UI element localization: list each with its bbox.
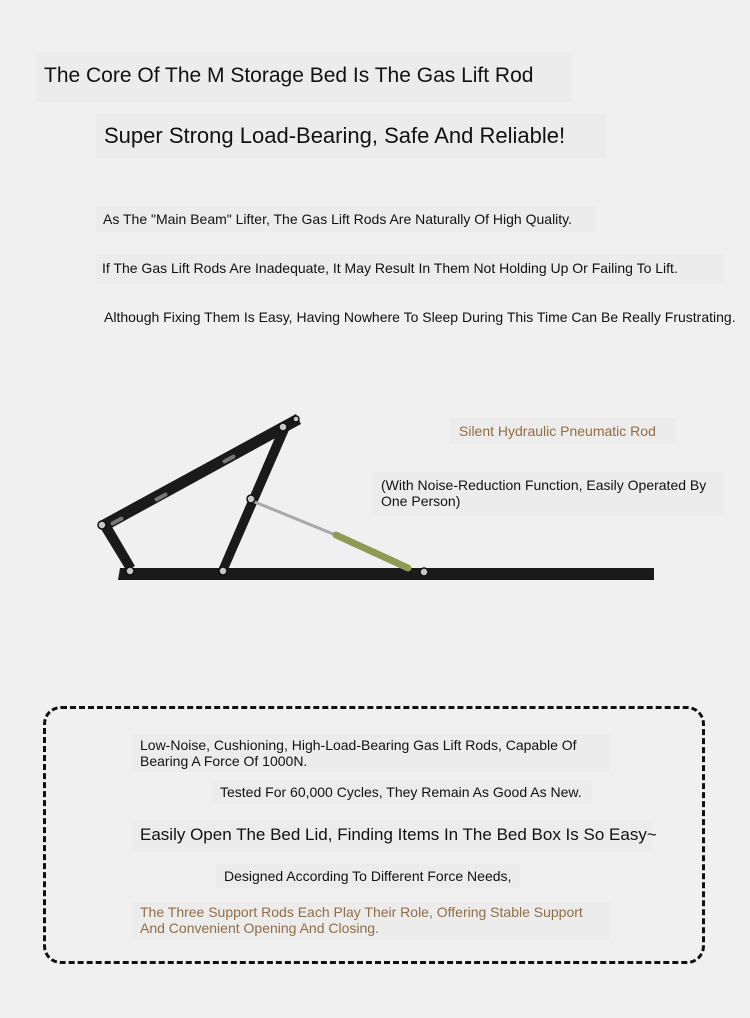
- gas-lift-frame-diagram: [88, 400, 668, 590]
- feature-item-2: Tested For 60,000 Cycles, They Remain As Good As New.: [212, 780, 592, 804]
- frame-base-bar: [118, 568, 654, 580]
- rod-label: Silent Hydraulic Pneumatic Rod: [450, 418, 676, 444]
- rod-piston: [250, 500, 338, 536]
- frame-upper-arm: [98, 414, 301, 532]
- feature-item-3: Easily Open The Bed Lid, Finding Items In The Bed Box Is So Easy~: [132, 820, 652, 852]
- intro-line-3: Although Fixing Them Is Easy, Having Nowhere To Sleep During This Time Can Be Really Frustrating.: [104, 309, 736, 325]
- rod-note: (With Noise-Reduction Function, Easily Operated By One Person): [372, 472, 724, 516]
- intro-line-1: As The "Main Beam" Lifter, The Gas Lift Rods Are Naturally Of High Quality.: [96, 206, 596, 232]
- page-subtitle: Super Strong Load-Bearing, Safe And Reliable!: [96, 114, 606, 158]
- rod-cylinder: [336, 535, 408, 568]
- intro-line-2: If The Gas Lift Rods Are Inadequate, It May Result In Them Not Holding Up Or Failing To Lift.: [96, 254, 724, 284]
- page-title: The Core Of The M Storage Bed Is The Gas Lift Rod: [36, 52, 572, 102]
- feature-item-1: Low-Noise, Cushioning, High-Load-Bearing Gas Lift Rods, Capable Of Bearing A Force Of 1000N.: [132, 734, 610, 772]
- feature-item-4: Designed According To Different Force Needs,: [216, 864, 520, 888]
- feature-item-5: The Three Support Rods Each Play Their Role, Offering Stable Support And Convenient Opening And Closing.: [132, 902, 610, 940]
